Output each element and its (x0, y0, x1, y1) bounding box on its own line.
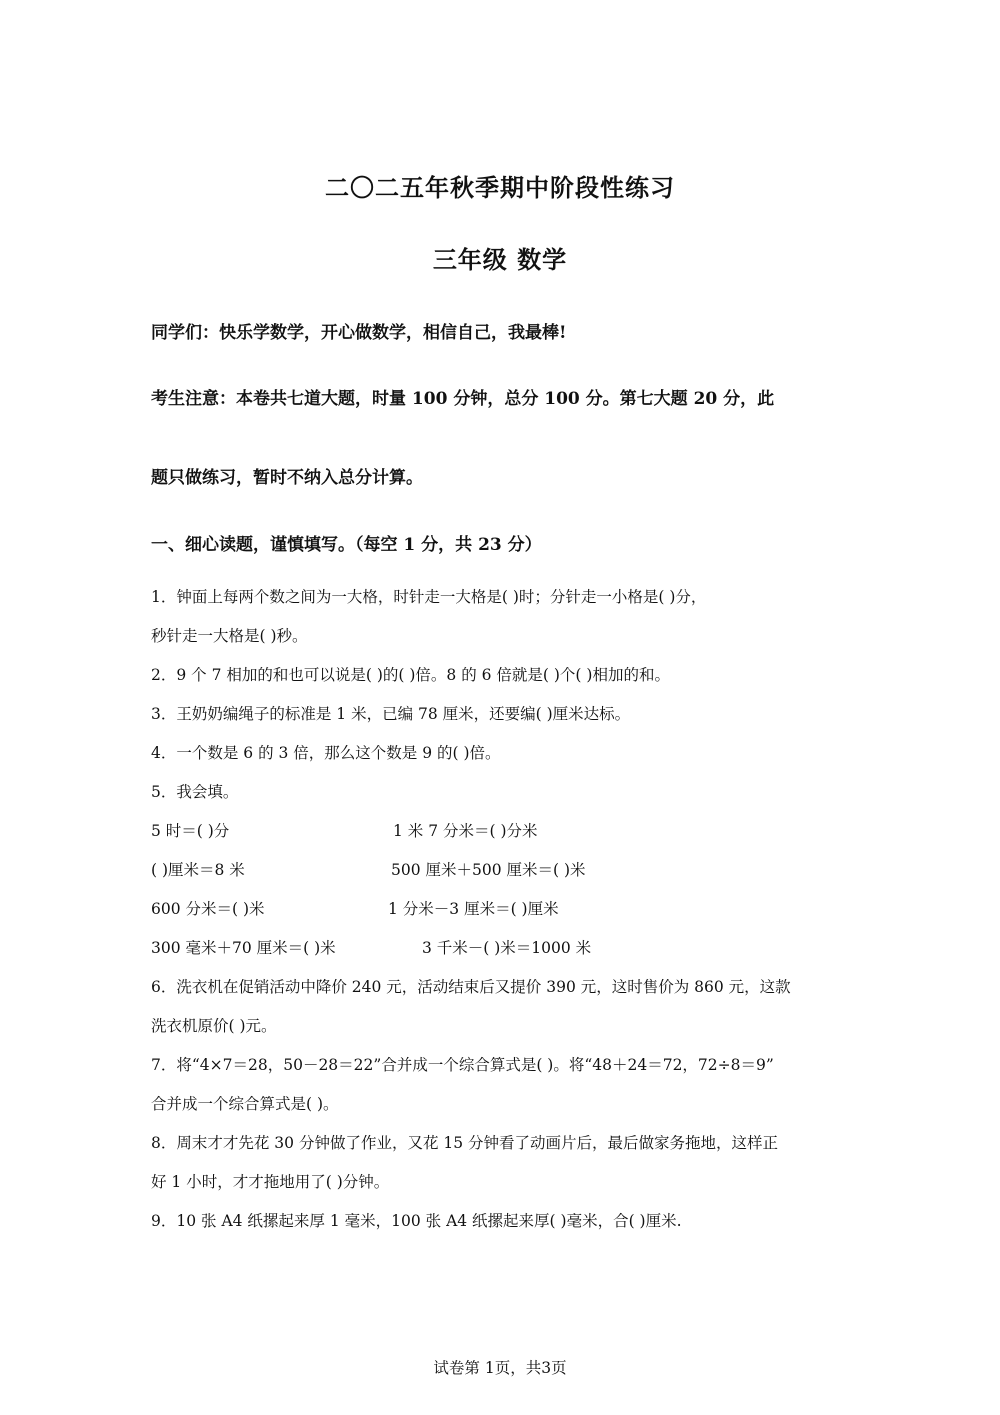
fill-right: 1 分米－3 厘米＝( )厘米 (388, 900, 559, 918)
question-line: 秒针走一大格是( )秒。 (151, 627, 308, 645)
question-line: 4．一个数是 6 的 3 倍，那么这个数是 9 的( )倍。 (151, 744, 501, 762)
question-line: 5．我会填。 (151, 783, 239, 801)
page-subtitle: 三年级 数学 (432, 245, 568, 274)
fill-right: 3 千米－( )米＝1000 米 (422, 939, 592, 957)
fill-left: 600 分米＝( )米 (151, 900, 265, 918)
fill-left: 5 时＝( )分 (151, 822, 230, 840)
notice-line-1: 考生注意：本卷共七道大题，时量 100 分钟，总分 100 分。第七大题 20 分，此 (151, 389, 775, 409)
notice-line-2: 题只做练习，暂时不纳入总分计算。 (151, 468, 423, 488)
section-heading: 一、细心读题，谨慎填写。（每空 1 分，共 23 分） (151, 535, 542, 555)
page-footer: 试卷第 1页，共3页 (433, 1359, 567, 1377)
greeting-text: 同学们：快乐学数学，开心做数学，相信自己，我最棒! (151, 323, 567, 343)
question-line: 2．9 个 7 相加的和也可以说是( )的( )倍。8 的 6 倍就是( )个( )相加的和。 (151, 666, 670, 684)
question-line: 洗衣机原价( )元。 (151, 1017, 277, 1035)
question-line: 3．王奶奶编绳子的标准是 1 米，已编 78 厘米，还要编( )厘米达标。 (151, 705, 631, 723)
question-line: 好 1 小时，才才拖地用了( )分钟。 (151, 1173, 390, 1191)
question-line: 8．周末才才先花 30 分钟做了作业，又花 15 分钟看了动画片后，最后做家务拖地，这样正 (151, 1134, 779, 1152)
question-line: 6．洗衣机在促销活动中降价 240 元，活动结束后又提价 390 元，这时售价为 860 元，这款 (151, 978, 791, 996)
question-line: 1．钟面上每两个数之间为一大格，时针走一大格是( )时；分针走一小格是( )分， (151, 588, 707, 606)
page-title: 二〇二五年秋季期中阶段性练习 (325, 173, 675, 202)
fill-left: 300 毫米＋70 厘米＝( )米 (151, 939, 336, 957)
question-line: 合并成一个综合算式是( )。 (151, 1095, 339, 1113)
question-line: 9．10 张 A4 纸摞起来厚 1 毫米，100 张 A4 纸摞起来厚( )毫米，合( )厘米. (151, 1212, 682, 1230)
question-line: 7．将“4×7＝28，50－28＝22”合并成一个综合算式是( )。将“48＋24＝72，72÷8＝9” (151, 1056, 774, 1074)
fill-right: 500 厘米＋500 厘米＝( )米 (391, 861, 586, 879)
fill-left: ( )厘米＝8 米 (151, 861, 245, 879)
fill-right: 1 米 7 分米＝( )分米 (393, 822, 538, 840)
